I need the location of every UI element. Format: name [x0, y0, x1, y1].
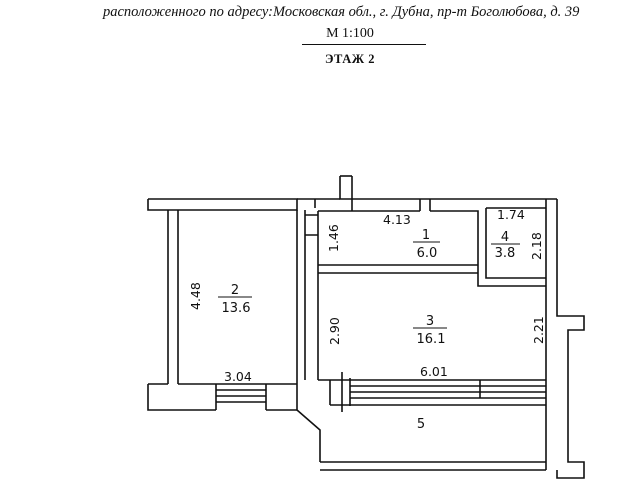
room1-number: 1	[421, 228, 431, 243]
room4-area: 3.8	[494, 246, 516, 261]
address-line: расположенного по адресу:Московская обл., г. Дубна, пр-т Боголюбова, д. 39	[103, 4, 580, 20]
wall-2-3-left	[297, 210, 305, 380]
dim-2-21: 2.21	[531, 316, 546, 344]
right-outer-wall	[546, 199, 584, 478]
bottom-left-wall	[148, 384, 216, 410]
partition-1-3	[318, 265, 478, 273]
room1-area: 6.0	[416, 246, 438, 261]
dim-2-18: 2.18	[529, 232, 544, 260]
vent-marks	[420, 199, 430, 211]
room2-number: 2	[230, 283, 240, 298]
floor-label: ЭТАЖ 2	[325, 52, 375, 66]
wall-top-right-outer	[340, 176, 557, 199]
balcony-window	[350, 386, 546, 398]
wall-diagonal	[297, 380, 320, 462]
room3-number: 3	[425, 314, 435, 329]
wall-shaft-rungs	[305, 215, 318, 235]
dim-3-04: 3.04	[224, 369, 252, 384]
dim-1-74: 1.74	[497, 207, 525, 222]
window-left-jambs	[216, 384, 266, 410]
door-jambs	[330, 378, 350, 406]
scale-label: М 1:100	[326, 26, 374, 41]
room2-area: 13.6	[221, 301, 251, 316]
room4-number: 4	[500, 230, 510, 245]
room2-left-wall	[168, 210, 178, 384]
dim-6-01: 6.01	[420, 364, 448, 379]
dim-4-48: 4.48	[188, 282, 203, 310]
room3-area: 16.1	[416, 332, 446, 347]
wall-top-left	[148, 199, 297, 210]
room4-outer	[478, 262, 546, 286]
window-left	[216, 390, 266, 402]
dim-1-46: 1.46	[326, 224, 341, 252]
dim-2-90: 2.90	[327, 317, 342, 345]
dim-4-13: 4.13	[383, 212, 411, 227]
wall-top-left-stub	[148, 199, 168, 210]
room5-number: 5	[416, 417, 426, 432]
